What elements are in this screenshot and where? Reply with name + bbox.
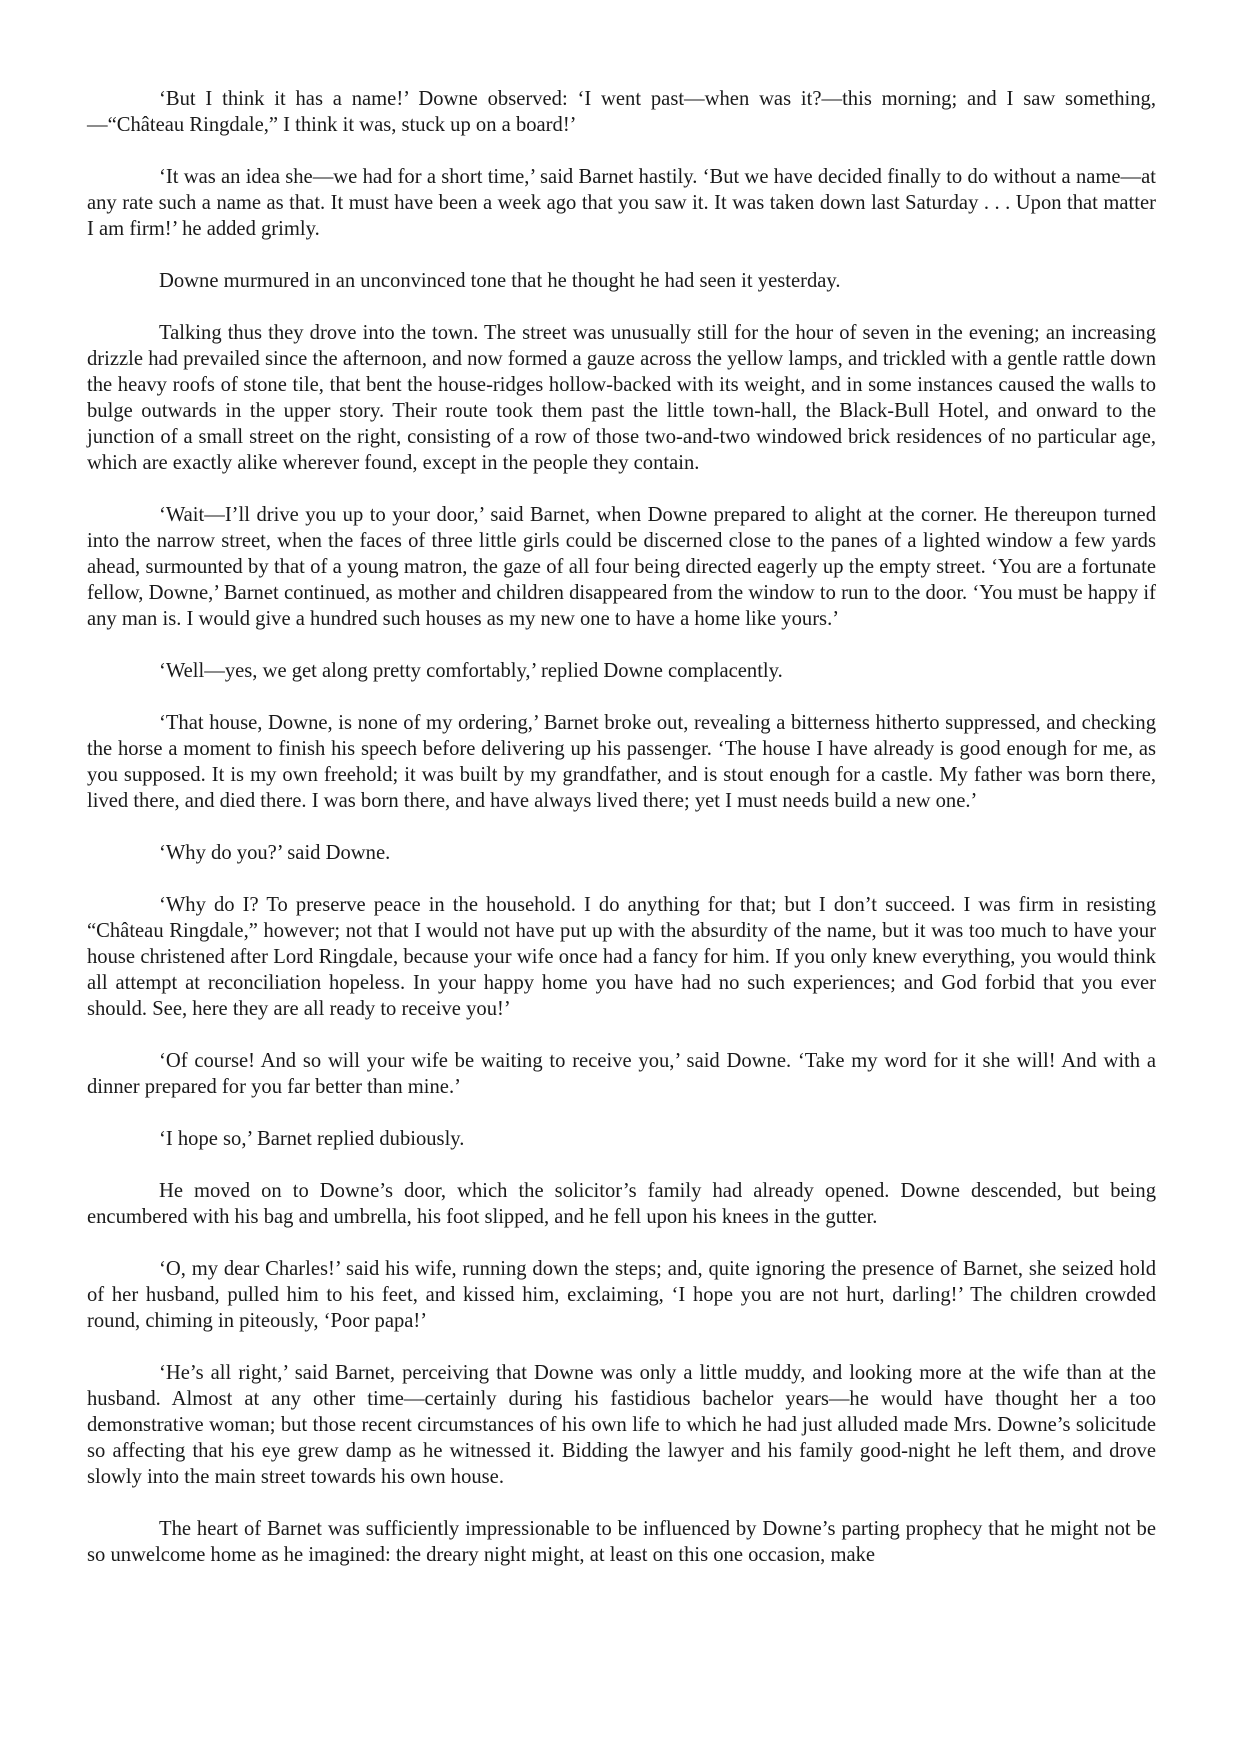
paragraph: ‘He’s all right,’ said Barnet, perceiving that Downe was only a little muddy, and looking more at the wife than at the husband. Almost at any other time—certainly during his fastidious bachelor years—he would have thought her a too demonstrative woman; but those recent circumstances of his own life to which he had just alluded made Mrs. Downe’s solicitude so affecting that his eye grew damp as he witnessed it. Bidding the lawyer and his family good-night he left them, and drove slowly into the main street towards his own house. <box>87 1362 1156 1488</box>
paragraph: ‘Wait—I’ll drive you up to your door,’ said Barnet, when Downe prepared to alight at the corner. He thereupon turned into the narrow street, when the faces of three little girls could be discerned close to the panes of a lighted window a few yards ahead, surmounted by that of a young matron, the gaze of all four being directed eagerly up the empty street. ‘You are a fortunate fellow, Downe,’ Barnet continued, as mother and children disappeared from the window to run to the door. ‘You must be happy if any man is. I would give a hundred such houses as my new one to have a home like yours.’ <box>87 504 1156 630</box>
paragraph: ‘But I think it has a name!’ Downe observed: ‘I went past—when was it?—this morning; and I saw something,—“Château Ringdale,” I think it was, stuck up on a board!’ <box>87 88 1156 136</box>
paragraph: Downe murmured in an unconvinced tone that he thought he had seen it yesterday. <box>159 270 841 292</box>
paragraph: ‘Well—yes, we get along pretty comfortably,’ replied Downe complacently. <box>159 660 783 682</box>
paragraph: ‘That house, Downe, is none of my ordering,’ Barnet broke out, revealing a bitterness hitherto suppressed, and checking the horse a moment to finish his speech before delivering up his passenger. ‘The house I have already is good enough for me, as you supposed. It is my own freehold; it was built by my grandfather, and is stout enough for a castle. My father was born there, lived there, and died there. I was born there, and have always lived there; yet I must needs build a new one.’ <box>87 712 1156 812</box>
document-page <box>87 86 1156 1568</box>
paragraph: ‘Why do you?’ said Downe. <box>159 842 391 864</box>
paragraph: Talking thus they drove into the town. The street was unusually still for the hour of seven in the evening; an increasing drizzle had prevailed since the afternoon, and now formed a gauze across the yellow lamps, and trickled with a gentle rattle down the heavy roofs of stone tile, that bent the house-ridges hollow-backed with its weight, and in some instances caused the walls to bulge outwards in the upper story. Their route took them past the little town-hall, the Black-Bull Hotel, and onward to the junction of a small street on the right, consisting of a row of those two-and-two windowed brick residences of no particular age, which are exactly alike wherever found, except in the people they contain. <box>87 322 1156 474</box>
paragraph: ‘I hope so,’ Barnet replied dubiously. <box>159 1128 465 1150</box>
paragraph: ‘O, my dear Charles!’ said his wife, running down the steps; and, quite ignoring the presence of Barnet, she seized hold of her husband, pulled him to his feet, and kissed him, exclaiming, ‘I hope you are not hurt, darling!’ The children crowded round, chiming in piteously, ‘Poor papa!’ <box>87 1258 1156 1332</box>
paragraph: ‘Of course! And so will your wife be waiting to receive you,’ said Downe. ‘Take my word for it she will! And with a dinner prepared for you far better than mine.’ <box>87 1050 1156 1098</box>
paragraph: ‘It was an idea she—we had for a short time,’ said Barnet hastily. ‘But we have decided finally to do without a name—at any rate such a name as that. It must have been a week ago that you saw it. It was taken down last Saturday . . . Upon that matter I am firm!’ he added grimly. <box>87 166 1156 240</box>
paragraph: The heart of Barnet was sufficiently impressionable to be influenced by Downe’s parting prophecy that he might not be so unwelcome home as he imagined: the dreary night might, at least on this one occasion, make <box>87 1518 1156 1566</box>
paragraph: He moved on to Downe’s door, which the solicitor’s family had already opened. Downe descended, but being encumbered with his bag and umbrella, his foot slipped, and he fell upon his knees in the gutter. <box>87 1180 1156 1228</box>
paragraph: ‘Why do I? To preserve peace in the household. I do anything for that; but I don’t succeed. I was firm in resisting “Château Ringdale,” however; not that I would not have put up with the absurdity of the name, but it was too much to have your house christened after Lord Ringdale, because your wife once had a fancy for him. If you only knew everything, you would think all attempt at reconciliation hopeless. In your happy home you have had no such experiences; and God forbid that you ever should. See, here they are all ready to receive you!’ <box>87 894 1156 1020</box>
